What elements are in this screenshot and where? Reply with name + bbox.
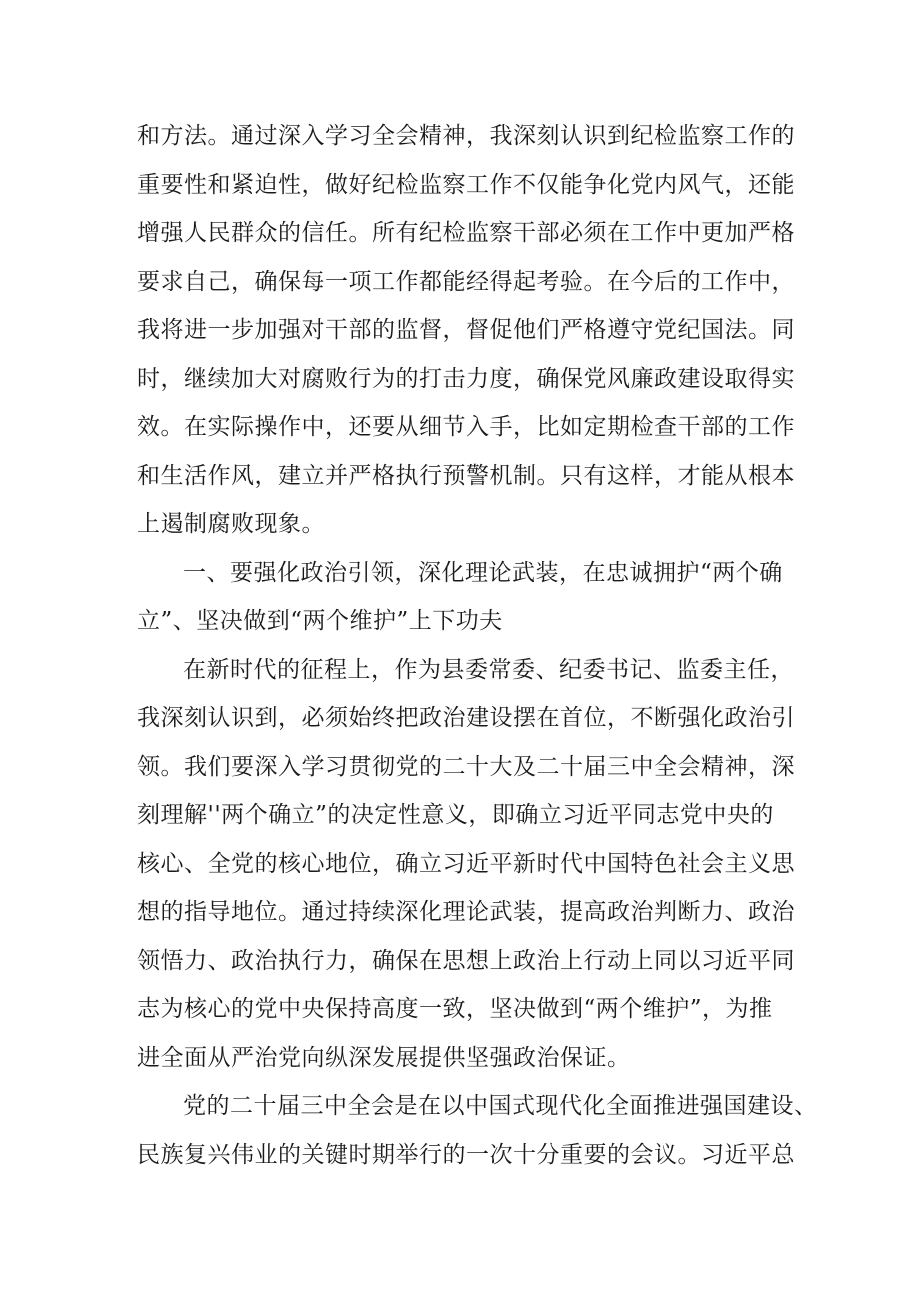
text-line: 志为核心的党中央保持高度一致，坚决做到“两个维护”，为推 — [137, 996, 773, 1022]
text-line: 领。我们要深入学习贯彻党的二十大及二十届三中全会精神，深 — [137, 753, 795, 780]
text-line: 时，继续加大对腐败行为的打击力度，确保党风廉政建设取得实 — [137, 365, 795, 392]
text-line: 和方法。通过深入学习全会精神，我深刻认识到纪检监察工作的 — [137, 123, 795, 149]
text-line: 想的指导地位。通过持续深化理论武装，提高政治判断力、政治 — [137, 899, 795, 925]
text-line: 党的二十届三中全会是在以中国式现代化全面推进强国建设、 — [183, 1093, 818, 1119]
text-line: 和生活作风，建立并严格执行预警机制。只有这样，才能从根本 — [137, 462, 795, 489]
text-line: 民族复兴伟业的关键时期举行的一次十分重要的会议。习近平总 — [137, 1141, 795, 1168]
text-line: 一、要强化政治引领，深化理论武装，在忠诚拥护“两个确 — [183, 559, 783, 586]
text-line: 重要性和紧迫性，做好纪检监察工作不仅能争化党内风气，还能 — [137, 171, 795, 198]
text-line: 效。在实际操作中，还要从细节入手，比如定期检查干部的工作 — [137, 414, 795, 440]
text-line: 我深刻认识到，必须始终把政治建设摆在首位，不断强化政治引 — [137, 705, 795, 731]
text-line: 核心、全党的核心地位，确立习近平新时代中国特色社会主义思 — [137, 850, 795, 877]
text-line: 在新时代的征程上，作为县委常委、纪委书记、监委主任， — [183, 656, 794, 683]
text-line: 我将进一步加强对干部的监督，督促他们严格遵守党纪国法。同 — [137, 317, 795, 343]
text-line: 要求自己，确保每一项工作都能经得起考验。在今后的工作中， — [137, 268, 795, 295]
text-line: 增强人民群众的信任。所有纪检监察干部必须在工作中更加严格 — [137, 220, 795, 246]
text-line: 上遏制腐败现象。 — [137, 511, 325, 537]
text-line: 刻理解''两个确立”的决定性意义，即确立习近平同志党中央的 — [137, 802, 774, 828]
body-text — [137, 112, 817, 1179]
text-line: 进全面从严治党向纵深发展提供坚强政治保证。 — [137, 1044, 631, 1071]
text-line: 领悟力、政治执行力，确保在思想上政治上行动上同以习近平同 — [137, 947, 795, 974]
text-line: 立”、坚决做到“两个维护”上下功夫 — [137, 608, 503, 634]
